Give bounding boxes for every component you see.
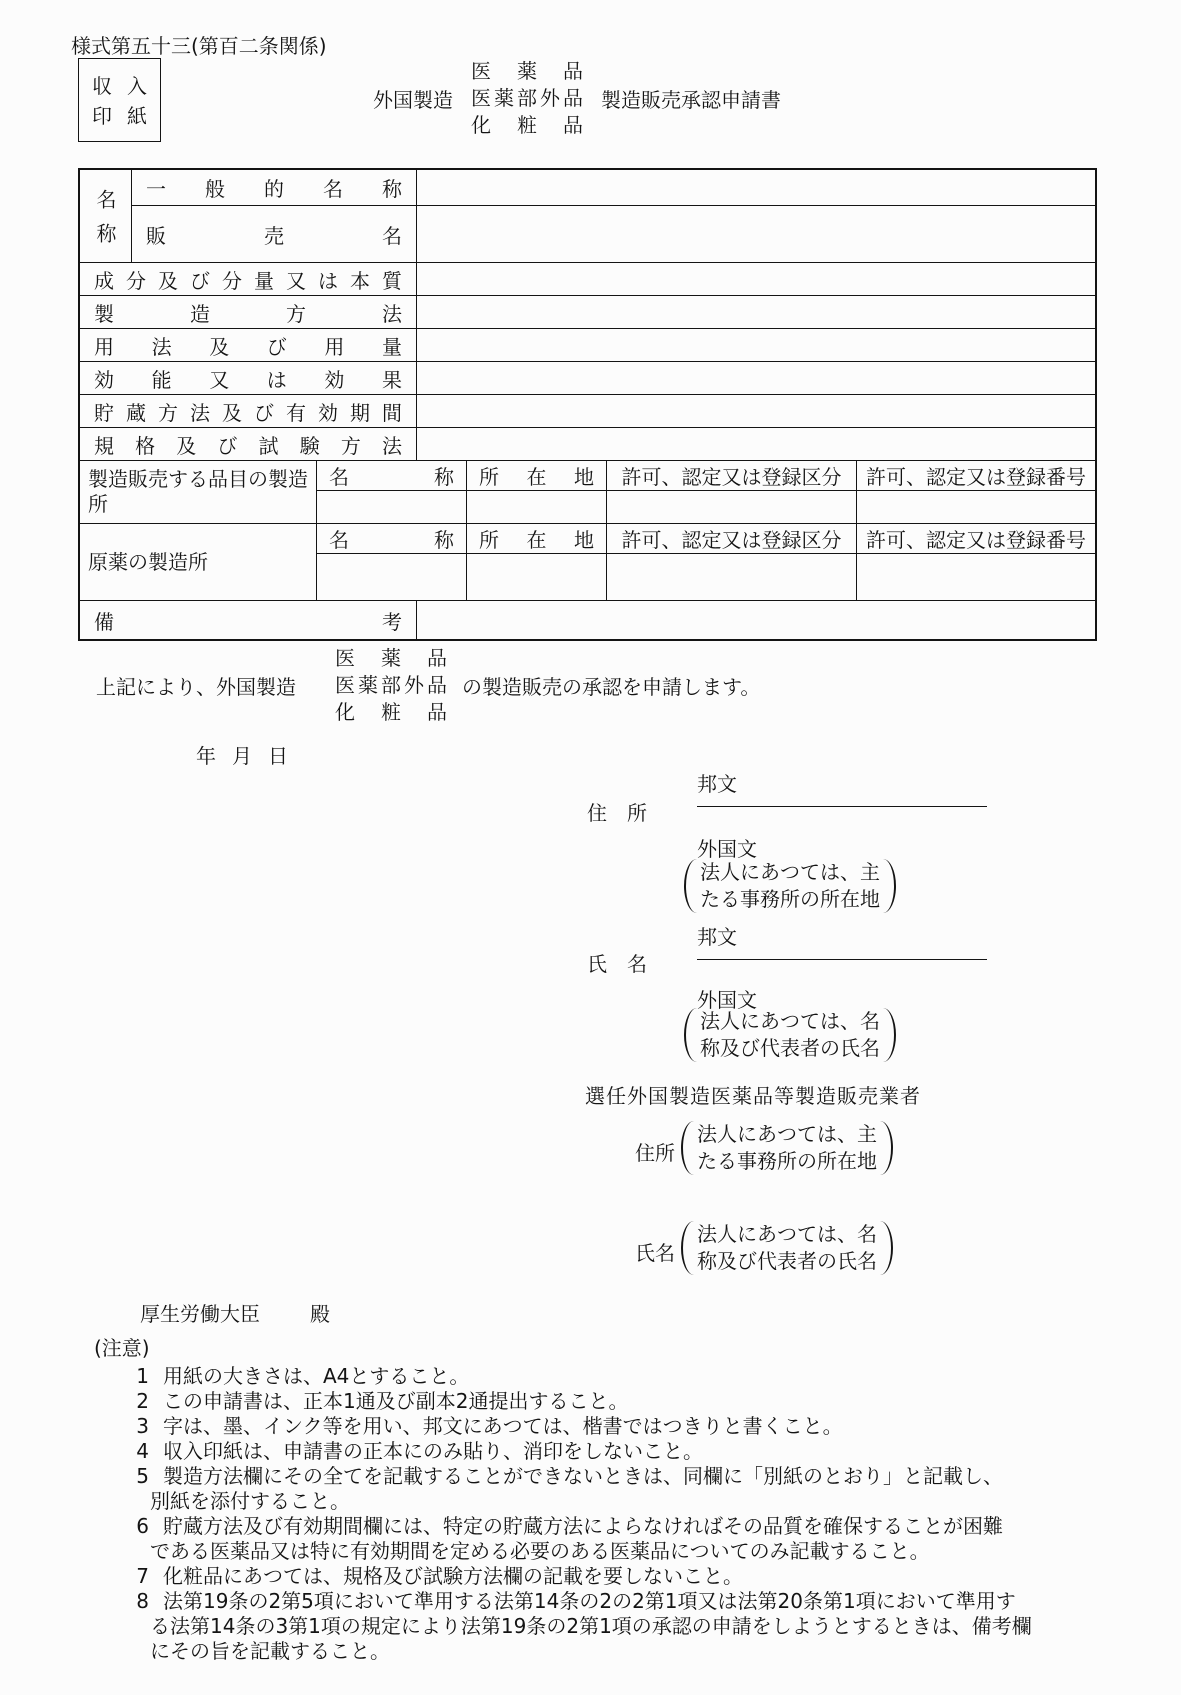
factory-license-class-header: 許可、認定又は登録区分: [621, 528, 842, 552]
address-corporate-note: [684, 859, 896, 913]
ingredients-label-cell: [80, 263, 417, 295]
name-japanese-underline: [697, 959, 987, 960]
marketing-factory-label: 製造販売する品目の製造所: [88, 467, 308, 516]
name-foreign-label: 外国文: [697, 988, 757, 1012]
designated-name-note-line-1: 法人にあつては、名: [697, 1222, 877, 1246]
marketing-factory-label-cell: [80, 461, 317, 523]
brand-name-value-cell: [417, 206, 1095, 262]
note-number: 2: [136, 1389, 149, 1413]
note-number: 4: [136, 1439, 149, 1463]
address-corporate-note-line-1: 法人にあつては、主: [700, 860, 880, 884]
note-item-8-continuation-2: [150, 1635, 390, 1664]
note-text: にその旨を記載すること。: [150, 1639, 390, 1663]
paren-left: [681, 1121, 694, 1175]
form-number: 様式第五十三(第百二条関係): [71, 34, 327, 58]
efficacy-label: 効能又は効果: [94, 367, 402, 392]
note-number: 7: [136, 1564, 149, 1588]
name-japanese-label: 邦文: [697, 925, 737, 949]
factory-address-header: 所在地: [479, 465, 594, 489]
manufacturing-method-row: [80, 296, 1095, 329]
dosage-value-cell: [417, 329, 1095, 361]
designated-name-corporate-note: [681, 1221, 893, 1275]
marketing-factory-header-row: [317, 461, 1095, 491]
address-foreign-label: 外国文: [697, 837, 757, 861]
drug-substance-factory-name-cell: [317, 554, 467, 600]
ingredients-value-cell: [417, 263, 1095, 295]
name-corporate-note: [684, 1008, 896, 1062]
title-prefix: 外国製造: [373, 88, 453, 112]
notes-heading: (注意): [94, 1336, 150, 1360]
note-text: 貯蔵方法及び有効期間欄には、特定の貯蔵方法によらなければその品質を確保することが困難: [163, 1514, 1003, 1538]
marketing-factory-license-class-cell: [607, 491, 857, 523]
drug-substance-factory-value-row: [317, 554, 1095, 600]
title-product-cosmetic: 化粧品: [471, 113, 583, 137]
title-product-quasi-drug: 医薬部外品: [471, 86, 583, 110]
name-corporate-note-line-1: 法人にあつては、名: [700, 1009, 880, 1033]
storage-period-label-cell: [80, 395, 417, 427]
marketing-factory-license-number-cell: [857, 491, 1095, 523]
drug-substance-factory-license-number-cell: [857, 554, 1095, 600]
stamp-line-1: 収入: [92, 74, 147, 98]
paren-right: [883, 859, 896, 913]
name-group-label-cell: [80, 170, 132, 262]
remarks-label-cell: [80, 601, 417, 639]
drug-substance-factory-label-cell: [80, 524, 317, 600]
designated-address-label: 住所: [635, 1141, 675, 1165]
remarks-row: [80, 601, 1095, 639]
general-name-label-cell: [132, 170, 417, 205]
note-text: 収入印紙は、申請書の正本にのみ貼り、消印をしないこと。: [163, 1439, 703, 1463]
name-corporate-note-line-2: 称及び代表者の氏名: [700, 1036, 880, 1060]
title-product-list: [471, 58, 583, 139]
designated-marketer-heading: 選任外国製造医薬品等製造販売業者: [585, 1084, 921, 1108]
title-product-drug: 医薬品: [471, 59, 583, 83]
designated-name-label: 氏名: [635, 1241, 675, 1265]
storage-period-label: 貯蔵方法及び有効期間: [94, 400, 402, 425]
specifications-row: [80, 428, 1095, 461]
drug-substance-factory-license-class-header-cell: [607, 524, 857, 553]
specifications-label: 規格及び試験方法: [94, 433, 402, 458]
statement-product-list: [335, 645, 447, 726]
efficacy-row: [80, 362, 1095, 395]
marketing-factory-name-header-cell: [317, 461, 467, 490]
specifications-label-cell: [80, 428, 417, 460]
paren-right: [880, 1221, 893, 1275]
ingredients-label: 成分及び分量又は本質: [94, 268, 402, 293]
note-text: である医薬品又は特に有効期間を定める必要のある医薬品についてのみ記載すること。: [150, 1539, 930, 1563]
remarks-value-cell: [417, 601, 1095, 639]
note-text: 字は、墨、インク等を用い、邦文にあつては、楷書ではつきりと書くこと。: [163, 1414, 843, 1438]
note-text: る法第14条の3第1項の規定により法第19条の2第1項の承認の申請をしようとするときは、備考欄: [150, 1614, 1032, 1638]
name-group-label: 名称: [93, 189, 117, 257]
statement-suffix: の製造販売の承認を申請します。: [462, 675, 761, 699]
brand-name-label: 販売名: [146, 223, 402, 248]
name-group-row: [80, 170, 1095, 263]
manufacturing-method-value-cell: [417, 296, 1095, 328]
note-text: 法第19条の2第5項において準用する法第14条の2の2第1項又は法第20条第1項において準用す: [163, 1589, 1016, 1613]
factory-license-number-header: 許可、認定又は登録番号: [866, 465, 1086, 489]
note-text: この申請書は、正本1通及び副本2通提出すること。: [163, 1389, 629, 1413]
minister-name: 厚生労働大臣: [140, 1302, 260, 1326]
factory-name-header: 名称: [329, 465, 454, 489]
marketing-factory-address-cell: [467, 491, 607, 523]
name-label: 氏名: [587, 952, 647, 976]
statement-product-quasi-drug: 医薬部外品: [335, 673, 447, 697]
date-month-label: 月: [232, 744, 252, 768]
storage-period-value-cell: [417, 395, 1095, 427]
general-name-value-cell: [417, 170, 1095, 205]
drug-substance-factory-address-header-cell: [467, 524, 607, 553]
note-text: 化粧品にあつては、規格及び試験方法欄の記載を要しないこと。: [163, 1564, 743, 1588]
efficacy-label-cell: [80, 362, 417, 394]
minister-line: [140, 1298, 330, 1327]
paren-right: [880, 1121, 893, 1175]
note-number: 1: [136, 1364, 149, 1388]
address-japanese-underline: [697, 806, 987, 807]
drug-substance-factory-header-row: [317, 524, 1095, 554]
efficacy-value-cell: [417, 362, 1095, 394]
note-text: 用紙の大きさは、A4とすること。: [163, 1364, 470, 1388]
manufacturing-method-label: 製造方法: [94, 301, 402, 326]
factory-license-class-header: 許可、認定又は登録区分: [621, 465, 842, 489]
ingredients-row: [80, 263, 1095, 296]
designated-name-note-line-2: 称及び代表者の氏名: [697, 1249, 877, 1273]
dosage-label-cell: [80, 329, 417, 361]
marketing-factory-section: [80, 461, 1095, 524]
statement-prefix: 上記により、外国製造: [96, 675, 296, 699]
minister-honorific: 殿: [310, 1302, 330, 1326]
designated-address-note-line-1: 法人にあつては、主: [697, 1122, 877, 1146]
drug-substance-factory-name-header-cell: [317, 524, 467, 553]
form-title: [373, 58, 781, 139]
brand-name-label-cell: [132, 206, 417, 262]
specifications-value-cell: [417, 428, 1095, 460]
dosage-row: [80, 329, 1095, 362]
address-corporate-note-line-2: たる事務所の所在地: [700, 887, 880, 911]
note-text: 製造方法欄にその全てを記載することができないときは、同欄に「別紙のとおり」と記載し、: [163, 1464, 1003, 1488]
paren-left: [684, 859, 697, 913]
paren-left: [681, 1221, 694, 1275]
drug-substance-factory-license-class-cell: [607, 554, 857, 600]
address-label: 住所: [587, 801, 647, 825]
marketing-factory-license-class-header-cell: [607, 461, 857, 490]
general-name-label: 一般的名称: [146, 177, 402, 201]
note-number: 5: [136, 1464, 149, 1488]
factory-name-header: 名称: [329, 528, 454, 552]
manufacturing-method-label-cell: [80, 296, 417, 328]
remarks-label: 備考: [94, 609, 402, 634]
dosage-label: 用法及び用量: [94, 334, 402, 359]
drug-substance-factory-label: 原薬の製造所: [88, 549, 208, 574]
storage-period-row: [80, 395, 1095, 428]
stamp-line-2: 印紙: [92, 104, 147, 128]
drug-substance-factory-section: [80, 524, 1095, 601]
date-year-label: 年: [196, 744, 216, 768]
date-day-label: 日: [268, 744, 288, 768]
drug-substance-factory-license-number-header-cell: [857, 524, 1095, 553]
date-line: [196, 740, 304, 769]
title-suffix: 製造販売承認申請書: [601, 88, 781, 112]
factory-license-number-header: 許可、認定又は登録番号: [866, 528, 1086, 552]
marketing-factory-license-number-header-cell: [857, 461, 1095, 490]
designated-address-corporate-note: [681, 1121, 893, 1175]
note-text: 別紙を添付すること。: [150, 1489, 350, 1513]
factory-address-header: 所在地: [479, 528, 594, 552]
revenue-stamp-box: [78, 58, 161, 142]
brand-name-row: [132, 206, 1095, 262]
note-number: 8: [136, 1589, 149, 1613]
marketing-factory-address-header-cell: [467, 461, 607, 490]
marketing-factory-value-row: [317, 491, 1095, 523]
marketing-factory-name-cell: [317, 491, 467, 523]
designated-address-note-line-2: たる事務所の所在地: [697, 1149, 877, 1173]
address-japanese-label: 邦文: [697, 772, 737, 796]
application-table: [78, 168, 1097, 641]
note-number: 3: [136, 1414, 149, 1438]
statement-product-cosmetic: 化粧品: [335, 700, 447, 724]
general-name-row: [132, 170, 1095, 206]
drug-substance-factory-address-cell: [467, 554, 607, 600]
application-statement: [96, 645, 760, 726]
note-number: 6: [136, 1514, 149, 1538]
statement-product-drug: 医薬品: [335, 646, 447, 670]
paren-right: [883, 1008, 896, 1062]
paren-left: [684, 1008, 697, 1062]
